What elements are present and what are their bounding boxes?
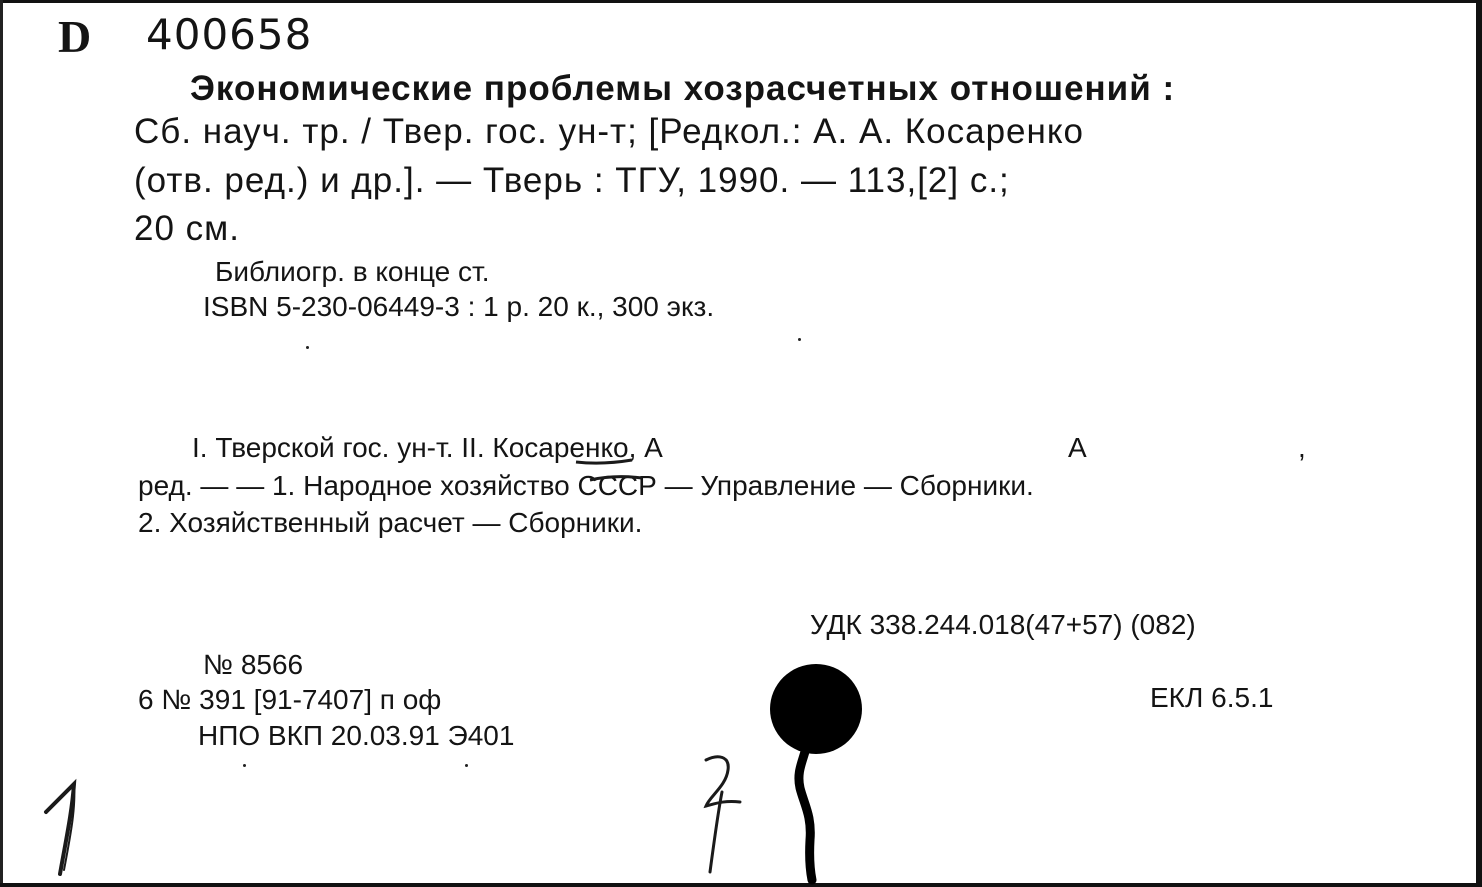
stamp-letter: D (58, 11, 92, 62)
card-title (190, 71, 1308, 106)
udc-code: УДК 338.244.018(47+57) (082) (810, 609, 1196, 640)
description-line-2: Сб. науч. тр. / Твер. гос. ун-т; [Редкол.: А. А. Косаренко (134, 112, 1085, 151)
description-line-4: 20 см. (134, 209, 240, 248)
speck (306, 346, 309, 349)
card-left-edge (0, 0, 3, 887)
npo-line: НПО ВКП 20.03.91 Э401 (198, 720, 515, 751)
tracing-line-2: ред. — — 1. Народное хозяйство СССР — Управление — Сборники. (138, 470, 1034, 501)
tracing-line-1-initial: А (1068, 432, 1087, 463)
isbn-line: ISBN 5-230-06449-3 : 1 р. 20 к., 300 экз. (203, 291, 715, 322)
card-top-edge (0, 0, 1482, 3)
description-line-3: (отв. ред.) и др.]. — Тверь : ТГУ, 1990. — 113,[2] с.; (134, 161, 1010, 200)
order-line: 6 № 391 [91-7407] п оф (138, 684, 442, 715)
speck (465, 764, 468, 767)
card-bottom-edge (0, 883, 1482, 887)
handwritten-mark-left (40, 778, 100, 878)
tracing-line-3: 2. Хозяйственный расчет — Сборники. (138, 507, 643, 538)
card-number: № 8566 (203, 649, 304, 680)
accession-number: 400658 (146, 10, 313, 59)
pen-underline (574, 448, 634, 468)
tracing-line-1: I. Тверской гос. ун-т. II. Косаренко, А (192, 432, 663, 463)
pen-overline (588, 474, 644, 484)
speck (798, 338, 801, 341)
tracing-line-1-comma: , (1298, 432, 1306, 463)
card-right-edge (1476, 0, 1482, 887)
speck (243, 764, 246, 767)
ink-drip (760, 740, 840, 880)
bibliography-note: Библиогр. в конце ст. (215, 256, 490, 287)
card-title-text: Экономические проблемы хозрасчетных отношений : (190, 69, 1176, 108)
handwritten-mark-middle (700, 752, 760, 882)
ekl-code: ЕКЛ 6.5.1 (1150, 682, 1274, 713)
